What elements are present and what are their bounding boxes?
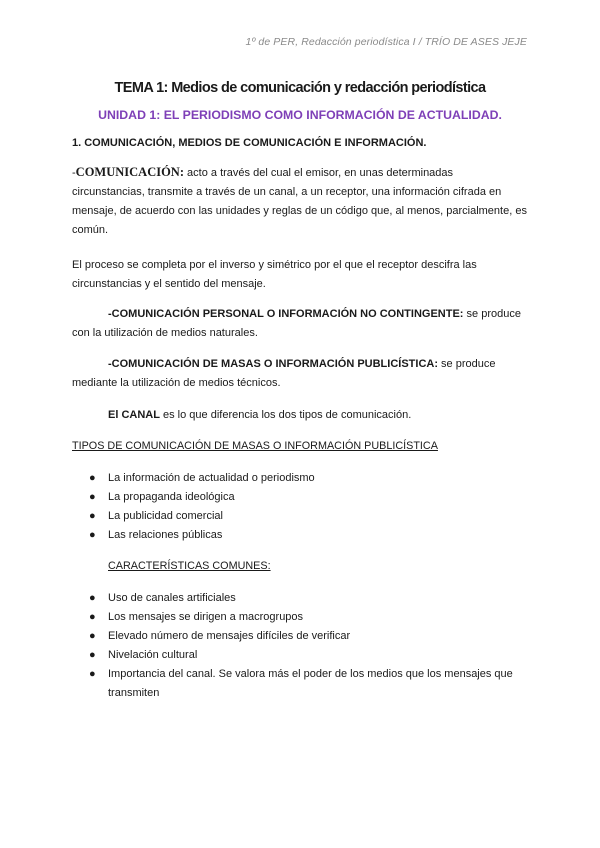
list-item: ● Importancia del canal. Se valora más el poder de los medios que los mensajes que transmiten [72, 665, 528, 703]
definition-term: COMUNICACIÓN: [75, 165, 184, 179]
canal-paragraph [72, 406, 528, 425]
list-item: ● Nivelación cultural [72, 646, 528, 665]
bullet-icon: ● [89, 649, 96, 661]
tipos-list [72, 469, 528, 545]
canal-text: es lo que diferencia los dos tipos de comunicación. [159, 409, 412, 421]
personal-text: se produce con la utilización de medios naturales. [72, 308, 521, 339]
bullet-icon: ● [89, 491, 96, 503]
bullet-icon: ● [89, 630, 96, 642]
list-item: ● Los mensajes se dirigen a macrogrupos [72, 608, 528, 627]
masas-paragraph [72, 355, 528, 393]
canal-term: El CANAL [108, 409, 160, 421]
definition-paragraph [72, 163, 528, 240]
caracteristicas-list [72, 589, 528, 703]
caracteristicas-heading: CARACTERÍSTICAS COMUNES: [108, 560, 271, 572]
list-item: ● La publicidad comercial [72, 507, 528, 526]
definition-text: acto a través del cual el emisor, en unas determinadas circunstancias, transmite a través de un canal, a un receptor, una información cifrada en mensaje, de acuerdo con las unidades y reglas de un código que, al menos, parcialmente, es común. [72, 167, 527, 236]
bullet-icon: ● [89, 510, 96, 522]
section-heading: 1. COMUNICACIÓN, MEDIOS DE COMUNICACIÓN E INFORMACIÓN. [72, 137, 427, 149]
definition-prefix: - [72, 167, 76, 179]
bullet-icon: ● [89, 668, 96, 680]
tipos-heading: TIPOS DE COMUNICACIÓN DE MASAS O INFORMACIÓN PUBLICÍSTICA [72, 440, 438, 452]
bullet-icon: ● [89, 611, 96, 623]
running-header: 1º de PER, Redacción periodística I / TRÍO DE ASES JEJE [245, 36, 527, 48]
page-title: TEMA 1: Medios de comunicación y redacción periodística [114, 80, 486, 96]
list-item: ● Las relaciones públicas [72, 526, 528, 545]
bullet-icon: ● [89, 592, 96, 604]
personal-term: -COMUNICACIÓN PERSONAL O INFORMACIÓN NO CONTINGENTE: [108, 308, 464, 320]
list-item: ● Elevado número de mensajes difíciles de verificar [72, 627, 528, 646]
bullet-icon: ● [89, 472, 96, 484]
list-item: ● La propaganda ideológica [72, 488, 528, 507]
unit-heading: UNIDAD 1: EL PERIODISMO COMO INFORMACIÓN DE ACTUALIDAD. [98, 108, 502, 122]
list-item: ● Uso de canales artificiales [72, 589, 528, 608]
masas-term: -COMUNICACIÓN DE MASAS O INFORMACIÓN PUBLICÍSTICA: [108, 358, 438, 370]
bullet-icon: ● [89, 529, 96, 541]
process-paragraph: El proceso se completa por el inverso y simétrico por el que el receptor descifra las circunstancias y el sentido del mensaje. [72, 259, 477, 290]
personal-paragraph [72, 305, 528, 343]
masas-text: se produce mediante la utilización de medios técnicos. [72, 358, 496, 389]
list-item: ● La información de actualidad o periodismo [72, 469, 528, 488]
